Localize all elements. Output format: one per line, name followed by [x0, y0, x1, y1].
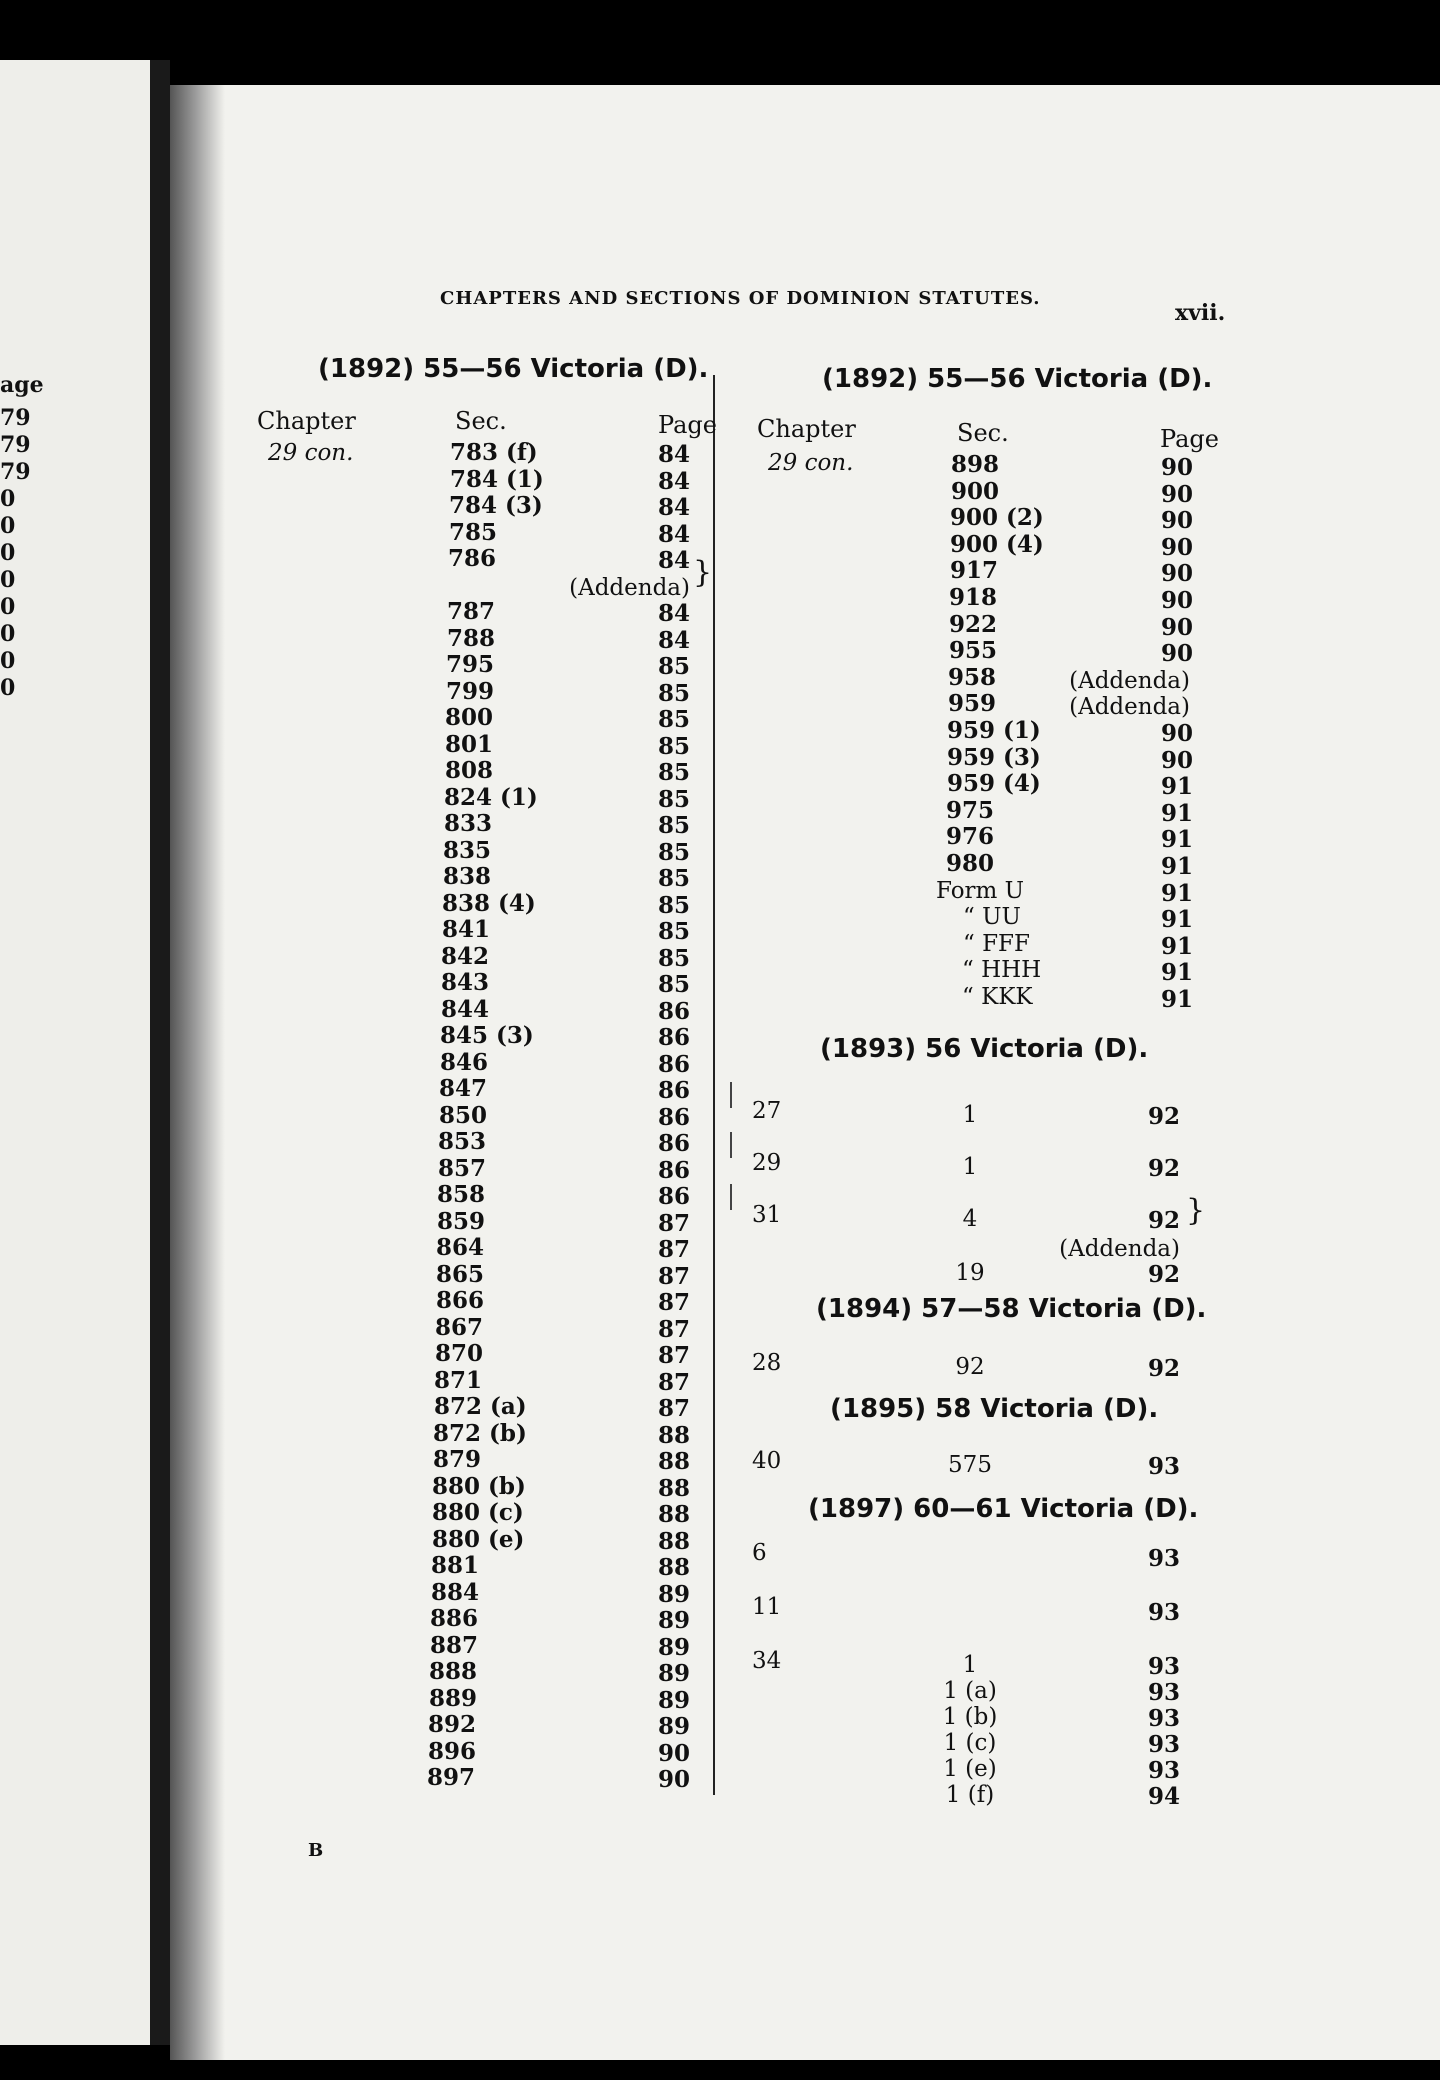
section-cell: 975 [946, 796, 995, 824]
page-cell: 92 [1147, 1261, 1180, 1288]
page-cell: 90 [1160, 454, 1193, 481]
page-cell: 85 [657, 812, 690, 839]
page-cell: 90 [1160, 587, 1193, 614]
chapter-cell: 40 [752, 1448, 782, 1474]
section-cell: 980 [946, 850, 995, 877]
right-section-header: Sec. [957, 419, 1009, 447]
left-page-word: age [0, 372, 44, 398]
addenda-note: (Addenda) [1069, 694, 1190, 721]
page-cell: 85 [657, 944, 690, 972]
section-cell: 846 [440, 1048, 489, 1076]
section-cell: 955 [949, 637, 998, 665]
page-cell: 90 [1160, 613, 1193, 641]
section-cell: 784 (3) [449, 492, 543, 519]
page-cell: 86 [657, 1183, 690, 1210]
section-cell: 918 [949, 584, 998, 611]
page-cell: 93 [1147, 1705, 1180, 1732]
section-cell: 799 [446, 677, 495, 705]
right-addenda-brace: } [1186, 1193, 1206, 1228]
left-page-digit: 0 [0, 675, 16, 701]
page-cell: 89 [657, 1686, 690, 1714]
section-cell: 1 (b) [942, 1704, 998, 1730]
page-cell: 89 [657, 1580, 690, 1608]
section-cell: 858 [437, 1181, 486, 1208]
page-cell: 88 [657, 1474, 690, 1502]
section-cell: 879 [433, 1446, 482, 1473]
left-page-header: Page [658, 411, 717, 439]
left-chapter-header: Chapter [257, 407, 356, 435]
page-cell: 91 [1160, 932, 1193, 960]
section-cell: 881 [431, 1552, 480, 1579]
section-cell: 1 [962, 1102, 978, 1128]
section-cell: “ UU [963, 904, 1021, 931]
page-cell: 86 [657, 1024, 690, 1051]
page-cell: 92 [1147, 1155, 1180, 1182]
section-cell: 1 [962, 1154, 978, 1180]
section-cell: 844 [441, 995, 490, 1023]
section-cell: 4 [962, 1206, 978, 1232]
page-cell: 84 [657, 547, 690, 574]
section-cell: 880 (b) [432, 1472, 526, 1500]
section-cell: 1 [962, 1652, 978, 1678]
page-cell: 90 [1160, 480, 1193, 508]
page-cell: 92 [1147, 1355, 1180, 1382]
section-cell: 783 (f) [450, 439, 538, 466]
page-cell: 93 [1147, 1731, 1180, 1758]
section-cell: 801 [445, 730, 494, 758]
section-cell: 886 [430, 1605, 479, 1632]
page-cell: 88 [657, 1554, 690, 1581]
section-cell: 795 [446, 651, 495, 678]
page-cell: 90 [1160, 746, 1193, 774]
page-cell: 94 [1147, 1783, 1180, 1810]
chapter-cell: 31 [752, 1202, 782, 1228]
addenda-note: (Addenda) [569, 574, 690, 601]
page-cell: 90 [1160, 720, 1193, 747]
section-cell: 959 [948, 690, 997, 718]
page-cell: 91 [1160, 773, 1193, 801]
page-cell: 87 [657, 1395, 690, 1422]
left-addenda-brace: } [693, 555, 713, 590]
page-cell: 90 [1160, 507, 1193, 535]
page-cell: 85 [657, 838, 690, 866]
section-cell: 959 (1) [947, 717, 1041, 744]
section-cell: 880 (c) [432, 1499, 524, 1526]
section-cell: 800 [445, 704, 494, 731]
page-cell: 93 [1147, 1653, 1180, 1680]
page-cell: 93 [1147, 1453, 1180, 1480]
page-number: xvii. [1175, 300, 1226, 326]
page-cell: 89 [657, 1633, 690, 1661]
page-cell: 84 [657, 467, 690, 495]
column-tick [730, 1132, 732, 1158]
section-cell: 917 [950, 557, 999, 585]
page-cell: 93 [1147, 1599, 1180, 1626]
signature-mark: B [308, 1840, 324, 1861]
left-page-digit: 79 [0, 405, 31, 431]
page-cell: 85 [657, 891, 690, 919]
page-cell: 93 [1147, 1545, 1180, 1572]
section-cell: 866 [436, 1287, 485, 1314]
column-tick [730, 1082, 732, 1108]
addenda-note: (Addenda) [1059, 1236, 1180, 1262]
section-cell: 871 [434, 1366, 483, 1394]
section-cell: 1 (f) [945, 1782, 995, 1808]
section-cell: 788 [447, 624, 496, 652]
page-cell: 86 [657, 1077, 690, 1104]
section-cell: 865 [436, 1260, 485, 1288]
section-cell: 845 (3) [440, 1022, 534, 1049]
page-cell: 92 [1147, 1207, 1180, 1234]
running-head: CHAPTERS AND SECTIONS OF DOMINION STATUTES. [440, 288, 1041, 309]
section-cell: 887 [430, 1631, 479, 1659]
section-heading: (1893) 56 Victoria (D). [820, 1034, 1149, 1064]
section-cell: 888 [429, 1658, 478, 1685]
page-cell: 87 [657, 1368, 690, 1396]
section-cell: 847 [439, 1075, 488, 1102]
left-heading: (1892) 55—56 Victoria (D). [318, 354, 709, 384]
page-cell: 85 [657, 971, 690, 998]
section-cell: 835 [443, 836, 492, 864]
section-cell: 897 [427, 1764, 476, 1791]
page-cell: 91 [1160, 879, 1193, 907]
left-page-digit: 0 [0, 540, 16, 566]
section-cell: 824 (1) [444, 783, 538, 811]
section-cell: 19 [955, 1260, 985, 1286]
page-cell: 88 [657, 1501, 690, 1528]
page-cell: 87 [657, 1209, 690, 1237]
page-cell: 90 [657, 1739, 690, 1767]
page-cell: 88 [657, 1421, 690, 1449]
section-cell: “ FFF [963, 930, 1030, 957]
right-chapter-header: Chapter [757, 415, 856, 443]
page-cell: 88 [657, 1527, 690, 1555]
section-cell: 92 [955, 1354, 985, 1380]
page-cell: 91 [1160, 853, 1193, 880]
page-cell: 84 [657, 600, 690, 627]
section-cell: 859 [437, 1207, 486, 1235]
section-cell: 898 [951, 451, 1000, 478]
page-cell: 84 [657, 494, 690, 521]
left-page-digit: 0 [0, 513, 16, 539]
section-cell: 959 (3) [947, 743, 1041, 771]
chapter-cell: 27 [752, 1098, 782, 1124]
page-cell: 90 [1160, 640, 1193, 668]
page-cell: 88 [657, 1448, 690, 1475]
section-cell: 864 [436, 1234, 485, 1261]
page-cell: 84 [657, 441, 690, 468]
section-cell: 1 (c) [943, 1730, 997, 1756]
page-cell: 84 [657, 626, 690, 654]
section-cell: 833 [444, 810, 493, 837]
page-cell: 87 [657, 1289, 690, 1316]
section-cell: 922 [949, 610, 998, 638]
column-tick [730, 1184, 732, 1210]
section-cell: 575 [948, 1452, 992, 1478]
chapter-cell: 34 [752, 1648, 782, 1674]
page-cell: 85 [657, 706, 690, 733]
section-cell: 896 [428, 1737, 477, 1765]
left-page-digit: 79 [0, 459, 31, 485]
page-cell: 87 [657, 1342, 690, 1369]
section-cell: 787 [447, 598, 496, 625]
page-cell: 91 [1160, 826, 1193, 854]
section-cell: 784 (1) [450, 465, 544, 493]
chapter-cell: 11 [752, 1594, 782, 1620]
section-cell: 880 (e) [432, 1525, 525, 1553]
section-cell: 857 [438, 1154, 487, 1182]
page-cell: 90 [657, 1766, 690, 1793]
page-cell: 85 [657, 679, 690, 707]
page-cell: 85 [657, 918, 690, 945]
section-cell: 1 (e) [943, 1756, 997, 1782]
section-cell: 853 [438, 1128, 487, 1155]
section-cell: Form U [936, 877, 1025, 904]
section-cell: 976 [946, 823, 995, 851]
page-cell: 85 [657, 653, 690, 680]
section-cell: 850 [439, 1101, 488, 1129]
page-cell: 91 [1160, 959, 1193, 987]
section-cell: “ HHH [962, 957, 1042, 984]
page-cell: 85 [657, 759, 690, 786]
section-cell: “ KKK [962, 984, 1033, 1010]
left-page-digit: 79 [0, 432, 31, 458]
page-cell: 86 [657, 997, 690, 1025]
section-cell: 838 [443, 863, 492, 890]
left-page-digit: 0 [0, 486, 16, 512]
page-cell: 87 [657, 1236, 690, 1263]
section-cell: 900 (4) [950, 530, 1044, 558]
page-cell: 86 [657, 1050, 690, 1078]
page-cell: 93 [1147, 1679, 1180, 1706]
section-cell: 892 [428, 1711, 477, 1738]
right-page-header: Page [1160, 425, 1219, 453]
section-cell: 959 (4) [947, 770, 1041, 798]
page-cell: 91 [1160, 986, 1193, 1013]
page-cell: 86 [657, 1103, 690, 1131]
section-cell: 843 [441, 969, 490, 996]
page-cell: 89 [657, 1607, 690, 1634]
chapter-cell: 28 [752, 1350, 782, 1376]
page-cell: 93 [1147, 1757, 1180, 1784]
chapter-cell: 29 [752, 1150, 782, 1176]
section-cell: 872 (a) [434, 1393, 527, 1420]
page-cell: 87 [657, 1262, 690, 1290]
left-section-header: Sec. [455, 407, 507, 435]
page-cell: 86 [657, 1130, 690, 1157]
right-heading: (1892) 55—56 Victoria (D). [822, 364, 1213, 394]
page-cell: 89 [657, 1660, 690, 1687]
page-cell: 85 [657, 785, 690, 813]
page-cell: 86 [657, 1156, 690, 1184]
section-heading: (1897) 60—61 Victoria (D). [808, 1494, 1199, 1524]
page-cell: 87 [657, 1315, 690, 1343]
section-cell: 900 [951, 477, 1000, 505]
section-cell: 808 [445, 757, 494, 784]
page-cell: 92 [1147, 1103, 1180, 1130]
left-page-digit: 0 [0, 594, 16, 620]
section-cell: 785 [449, 518, 498, 546]
section-cell: 786 [448, 545, 497, 572]
page-cell: 89 [657, 1713, 690, 1740]
left-chapter-label: 29 con. [268, 440, 354, 466]
section-heading: (1894) 57—58 Victoria (D). [816, 1294, 1207, 1324]
chapter-cell: 6 [752, 1540, 767, 1566]
page-cell: 90 [1160, 560, 1193, 588]
section-cell: 900 (2) [950, 504, 1044, 532]
left-page-digit: 0 [0, 648, 16, 674]
section-heading: (1895) 58 Victoria (D). [830, 1394, 1159, 1424]
section-cell: 1 (a) [943, 1678, 997, 1704]
page-cell: 90 [1160, 533, 1193, 561]
left-page-digit: 0 [0, 567, 16, 593]
section-cell: 884 [431, 1578, 480, 1606]
page-cell: 84 [657, 520, 690, 548]
page-cell: 85 [657, 732, 690, 760]
right-chapter-label: 29 con. [768, 450, 854, 476]
section-cell: 958 [948, 663, 997, 691]
left-page-digit: 0 [0, 621, 16, 647]
section-cell: 870 [435, 1340, 484, 1367]
page-cell: 91 [1160, 906, 1193, 934]
section-cell: 842 [441, 942, 490, 970]
section-cell: 838 (4) [442, 889, 536, 917]
section-cell: 841 [442, 916, 491, 943]
section-cell: 872 (b) [433, 1419, 527, 1447]
page-cell: 91 [1160, 799, 1193, 827]
addenda-note: (Addenda) [1069, 667, 1190, 694]
page-cell: 85 [657, 865, 690, 892]
section-cell: 889 [429, 1684, 478, 1712]
section-cell: 867 [435, 1313, 484, 1341]
